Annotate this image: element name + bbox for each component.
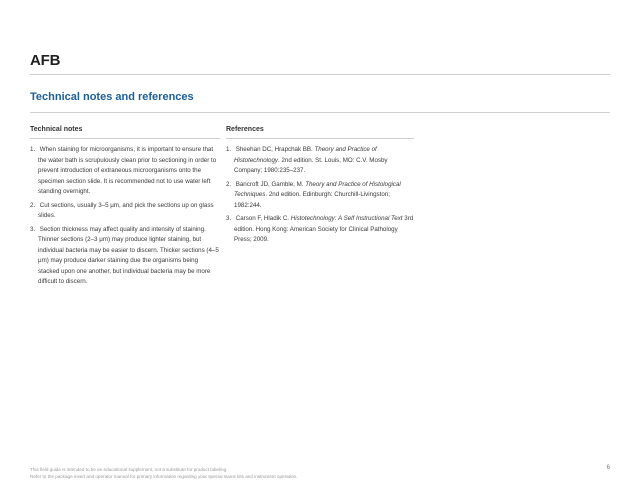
technical-note-item [30,145,220,198]
item-number: 1. [30,146,36,153]
item-number: 3. [226,215,232,222]
section-title: Technical notes and references [30,91,194,103]
item-number: 1. [226,146,232,153]
item-number: 3. [30,225,36,233]
reference-title: Histotechnology: A Self Instructional Text [290,215,403,222]
item-text: Section thickness may affect quality and intensity of staining. Thinner sections (2–3 μm) may produce lighter staining, but individual bacteria may be easier to discern. Thicker sections (4–5 μm) may produce darker staining due the organisms being stacked upon one another, but individual bacteria may be more difficult to discern. [38,225,219,285]
footer-line: Refer to the package insert and operator manual for primary information regarding your special stains kits and instrument operation. [30,474,298,479]
reference-authors: Sheehan DC, Hrapchak BB. [235,146,315,153]
section-divider [30,112,610,113]
reference-title: Theory and Practice of Histological Techniques [234,180,401,198]
technical-note-item [30,225,220,288]
page-title: AFB [30,52,61,69]
technical-notes-list [30,145,220,288]
title-divider [30,74,610,75]
item-number: 2. [226,180,232,188]
technical-note-item [30,201,220,222]
technical-notes-column [30,125,220,291]
reference-title: Theory and Practice of Histotechnology [234,146,377,164]
references-heading: References [226,125,414,139]
reference-details: 3rd edition. Hong Kong: American Society for Clinical Pathology Press; 2009. [234,215,414,243]
page-number: 6 [606,465,610,471]
reference-item [226,145,414,177]
reference-details: . 2nd edition. Edinburgh: Churchill-Livingston; 1982:244. [234,191,390,209]
item-text: When staining for microorganisms, it is important to ensure that the water bath is scrupulously clean prior to sectioning in order to prevent introduction of extraneous microorganisms onto the specimen section slide. It is recommended not to use water left standing overnight. [38,146,217,195]
item-number: 2. [30,201,36,209]
reference-item [226,180,414,212]
reference-authors: Carson F, Hladik C. [235,215,291,222]
footer-line: This field guide is intended to be an educational supplement, not a substitute for product labeling. [30,467,228,472]
reference-details: . 2nd edition. St. Louis, MO: C.V. Mosby Company; 1980:235–237. [234,156,388,174]
item-text: Cut sections, usually 3–5 μm, and pick the sections up on glass slides. [38,201,214,219]
technical-notes-heading: Technical notes [30,125,220,139]
references-column [226,125,414,249]
reference-item [226,214,414,246]
footer-disclaimer [30,466,550,480]
references-list [226,145,414,246]
reference-authors: Bancroft JD, Gamble, M. [235,180,306,188]
